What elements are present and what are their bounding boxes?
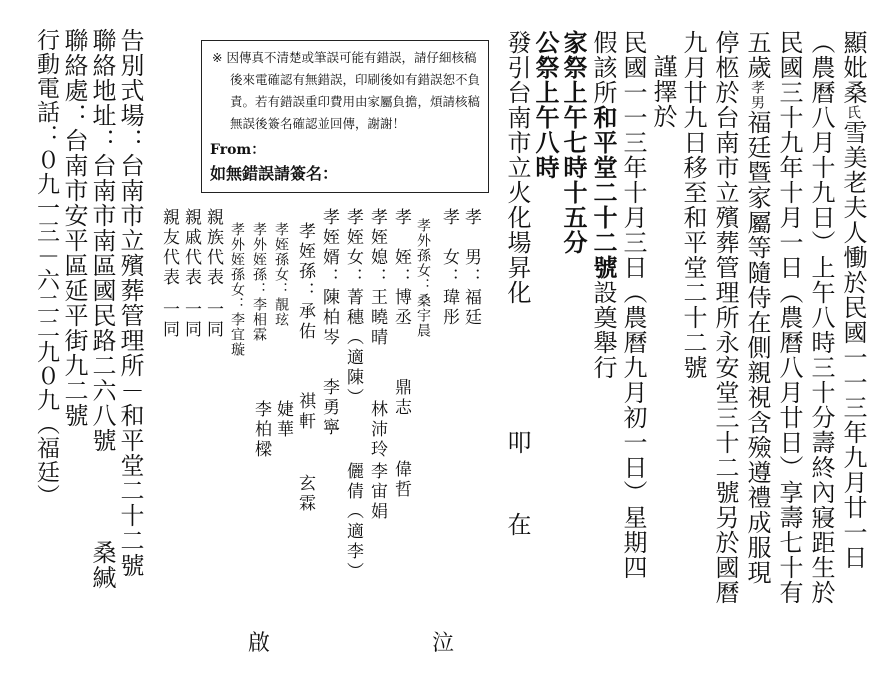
family-name: 陳柏岑	[319, 288, 339, 348]
family-10	[252, 222, 266, 342]
obit-col-7: 謹擇於	[649, 54, 677, 129]
family-title: 孝 男：	[461, 208, 481, 288]
family-name: 菁穗（適陳）	[343, 288, 363, 408]
family-title: 孝姪媳：	[367, 208, 387, 288]
family-name: 王曉晴	[367, 288, 387, 348]
obit-text: 福廷暨家屬等隨侍在側親視含殮遵禮成服現	[743, 110, 771, 585]
obit-text: 假該所	[589, 30, 617, 105]
obit-col-3: 民國三十九年十月一日（農曆八月廿日）享壽七十有	[775, 30, 803, 605]
family-name: 李相霖	[251, 297, 267, 342]
obit-col-11: 公祭上午八時	[531, 30, 560, 180]
family-title: 孝外姪孫：	[251, 222, 267, 297]
obit-col-1	[841, 30, 865, 570]
relatives-2	[182, 208, 199, 340]
family-name: 李宜璇	[229, 312, 245, 357]
family-name: 承佑	[295, 302, 315, 342]
family-5b: 林沛玲	[367, 400, 387, 460]
family-8c: 玄霖	[295, 474, 315, 514]
relatives-label: 親友代表	[159, 208, 179, 288]
obit-col-12: 發引台南市立火化場昇化	[503, 30, 531, 305]
family-10b: 李柏樑	[251, 400, 271, 460]
family-9b: 婕華	[273, 400, 293, 440]
obit-col-6: 九月廿九日移至和平堂二十二號	[679, 30, 707, 380]
family-6	[344, 208, 361, 408]
family-title: 孝外姪孫女：	[229, 222, 245, 312]
notify-col-2b: 桑緘	[88, 540, 116, 590]
relatives-value: 一同	[203, 300, 223, 340]
obit-col-8: 民國一一三年十月三日（農曆九月初一日）星期四	[619, 30, 647, 580]
obit-text: 五歲	[743, 30, 771, 80]
from-label: From：	[210, 142, 266, 158]
relatives-label: 親族代表	[203, 208, 223, 288]
family-11	[230, 222, 244, 357]
family-name: 博丞	[391, 288, 411, 328]
notice-text: 因傳真不清楚或筆誤可能有錯誤，請仔細核稿後來電確認有無錯誤，印刷後如有錯誤恕不負責。若有錯誤重印費用由家屬負擔，煩請核稿無誤後簽名確認並回傳，謝謝！	[226, 50, 481, 131]
signature-label[interactable]: 如無錯誤請簽名：	[210, 164, 339, 183]
proof-notice-box	[201, 40, 489, 193]
family-title: 孝姪婿：	[319, 208, 339, 288]
reference-mark-icon: ※	[212, 50, 223, 65]
family-8	[296, 222, 313, 342]
family-title: 孝 女：	[439, 208, 459, 288]
family-name: 福廷	[461, 288, 481, 328]
obit-bold-text: 和平堂二十二號	[589, 105, 618, 280]
notify-col-2: 聯絡地址：台南市南區國民路二六八號	[88, 28, 116, 453]
family-5	[368, 208, 385, 348]
obit-text: 雪美老夫人慟於民國一一三年九月廿一日	[839, 120, 867, 570]
notify-col-4: 行動電話：０九一三－六二二九０九（福廷）	[33, 28, 59, 508]
relatives-label: 親戚代表	[181, 208, 201, 288]
obit-col-9	[589, 30, 618, 380]
relatives-value: 一同	[159, 300, 179, 340]
family-1	[462, 208, 479, 328]
family-name: 瑋彤	[439, 288, 459, 328]
closing-qi: 泣	[432, 631, 455, 656]
family-name: 靚玹	[273, 297, 289, 327]
obit-col-10: 家祭上午七時十五分	[559, 30, 588, 255]
family-4	[392, 208, 409, 328]
family-4c: 偉哲	[391, 460, 411, 500]
family-5c: 李宙娟	[367, 462, 387, 522]
obit-col-5: 停柩於台南市立殯葬管理所永安堂三十二號另於國曆	[711, 30, 739, 605]
closing-qi2: 啟	[248, 631, 271, 656]
proof-notice-text	[210, 47, 480, 135]
notify-col-3: 聯絡處：台南市安平區延平街九二號	[60, 28, 88, 428]
obit-zai: 在	[503, 512, 531, 537]
notify-col-1: 告別式場：台南市立殯葬管理所－和平堂二十二號	[116, 28, 144, 578]
family-title: 孝 姪：	[391, 208, 411, 288]
family-title: 孝姪孫女：	[273, 222, 289, 297]
family-7	[320, 208, 337, 348]
relatives-3	[160, 208, 177, 340]
relatives-value: 一同	[181, 300, 201, 340]
obit-col-4	[745, 30, 769, 585]
family-4b: 鼎志	[391, 378, 411, 418]
family-title: 孝姪孫：	[295, 222, 315, 302]
obit-small-text: 氏	[845, 105, 861, 120]
obit-kou: 叩	[503, 430, 531, 455]
relatives-1	[204, 208, 221, 340]
obit-small-text: 孝男	[749, 80, 765, 110]
family-name: 桑宇晨	[415, 293, 431, 338]
family-title: 孝外孫女：	[415, 218, 431, 293]
obit-col-2: （農曆八月十九日）上午八時三十分壽終內寢距生於	[807, 30, 835, 605]
family-title: 孝姪女：	[343, 208, 363, 288]
family-8b: 祺軒	[295, 392, 315, 432]
family-9	[274, 222, 288, 327]
family-7b: 李勇寧	[319, 378, 339, 438]
obit-text: 設奠舉行	[589, 280, 617, 380]
family-2	[440, 208, 457, 328]
obit-text: 顯妣桑	[839, 30, 867, 105]
family-3	[416, 218, 430, 338]
family-6b: 儷倩（適李）	[343, 462, 363, 582]
